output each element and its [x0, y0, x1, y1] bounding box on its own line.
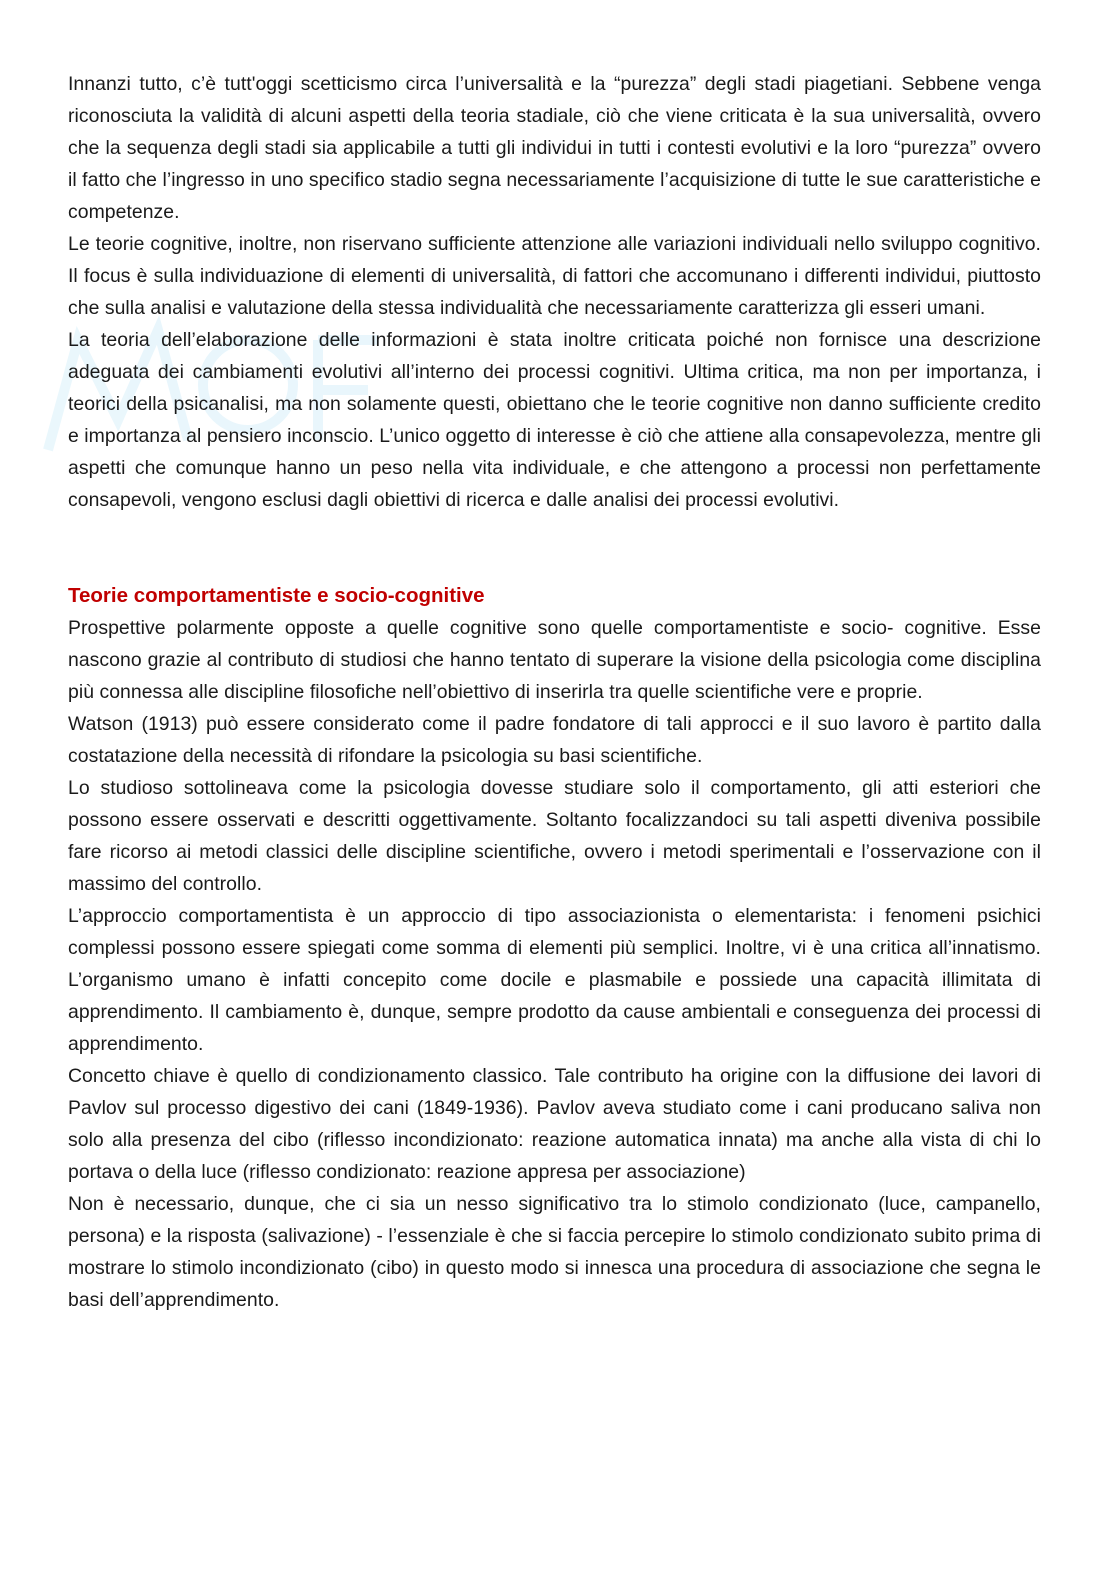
paragraph-comportamento: Lo studioso sottolineava come la psicologia dovesse studiare solo il comportamento, gli atti esteriori che possono essere osservati e descritti oggettivamente. Soltanto focalizzandoci su tali aspetti diveniva possibile fare ricorso ai metodi classici delle discipline scientifiche, ovvero i metodi sperimentali e l’osservazione con il massimo del controllo. — [68, 777, 1041, 895]
paragraph-associazionista: L’approccio comportamentista è un approccio di tipo associazionista o elementarista: i fenomeni psichici complessi possono essere spiegati come somma di elementi più semplici. Inoltre, vi è una critica all’innatismo. L’organismo umano è infatti concepito come docile e plasmabile e possiede una capacità illimitata di apprendimento. Il cambiamento è, dunque, sempre prodotto da cause ambientali e conseguenza dei processi di apprendimento. — [68, 905, 1041, 1055]
paragraph-watson: Watson (1913) può essere considerato come il padre fondatore di tali approcci e il suo lavoro è partito dalla costatazione della necessità di rifondare la psicologia su basi scientifiche. — [68, 713, 1041, 767]
paragraph-prospettive-opposte: Prospettive polarmente opposte a quelle cognitive sono quelle comportamentiste e socio- cognitive. Esse nascono grazie al contributo di studiosi che hanno tentato di superare la visione della psicologia come disciplina più connessa alle discipline filosofiche nell’obiettivo di inserirla tra quelle scientifiche vere e proprie. — [68, 617, 1041, 703]
document-page — [68, 68, 1041, 1316]
paragraph-elaborazione-informazioni: La teoria dell’elaborazione delle informazioni è stata inoltre criticata poiché non fornisce una descrizione adeguata dei cambiamenti evolutivi all’interno dei processi cognitivi. Ultima critica, ma non per importanza, i teorici della psicanalisi, ma non solamente questi, obiettano che le teorie cognitive non danno sufficiente credito e importanza al pensiero inconscio. L’unico oggetto di interesse è ciò che attiene alla consapevolezza, mentre gli aspetti che comunque hanno un peso nella vita individuale, e che attengono a processi non perfettamente consapevoli, vengono esclusi dagli obiettivi di ricerca e dalle analisi dei processi evolutivi. — [68, 329, 1041, 511]
paragraph-stadi-piagetiani: Innanzi tutto, c’è tutt'oggi scetticismo circa l’universalità e la “purezza” degli stadi piagetiani. Sebbene venga riconosciuta la validità di alcuni aspetti della teoria stadiale, ciò che viene criticata è la sua universalità, ovvero che la sequenza degli stadi sia applicabile a tutti gli individui in tutti i contesti evolutivi e la loro “purezza” ovvero il fatto che l’ingresso in uno specifico stadio segna necessariamente l’acquisizione di tutte le sue caratteristiche e competenze. — [68, 73, 1041, 223]
paragraph-stimolo-condizionato: Non è necessario, dunque, che ci sia un nesso significativo tra lo stimolo condizionato (luce, campanello, persona) e la risposta (salivazione) - l’essenziale è che si faccia percepire lo stimolo condizionato subito prima di mostrare lo stimolo incondizionato (cibo) in questo modo si innesca una procedura di associazione che segna le basi dell’apprendimento. — [68, 1193, 1041, 1311]
paragraph-variazioni-individuali: Le teorie cognitive, inoltre, non riservano sufficiente attenzione alle variazioni individuali nello sviluppo cognitivo. Il focus è sulla individuazione di elementi di universalità, di fattori che accomunano i differenti individui, piuttosto che sulla analisi e valutazione della stessa individualità che necessariamente caratterizza gli esseri umani. — [68, 233, 1041, 319]
paragraph-pavlov: Concetto chiave è quello di condizionamento classico. Tale contributo ha origine con la diffusione dei lavori di Pavlov sul processo digestivo dei cani (1849-1936). Pavlov aveva studiato come i cani producano saliva non solo alla presenza del cibo (riflesso incondizionato: reazione automatica innata) ma anche alla vista di chi lo portava o della luce (riflesso condizionato: reazione appresa per associazione) — [68, 1065, 1041, 1183]
section-spacer — [68, 516, 1041, 580]
section-heading: Teorie comportamentiste e socio-cognitive — [68, 584, 485, 607]
